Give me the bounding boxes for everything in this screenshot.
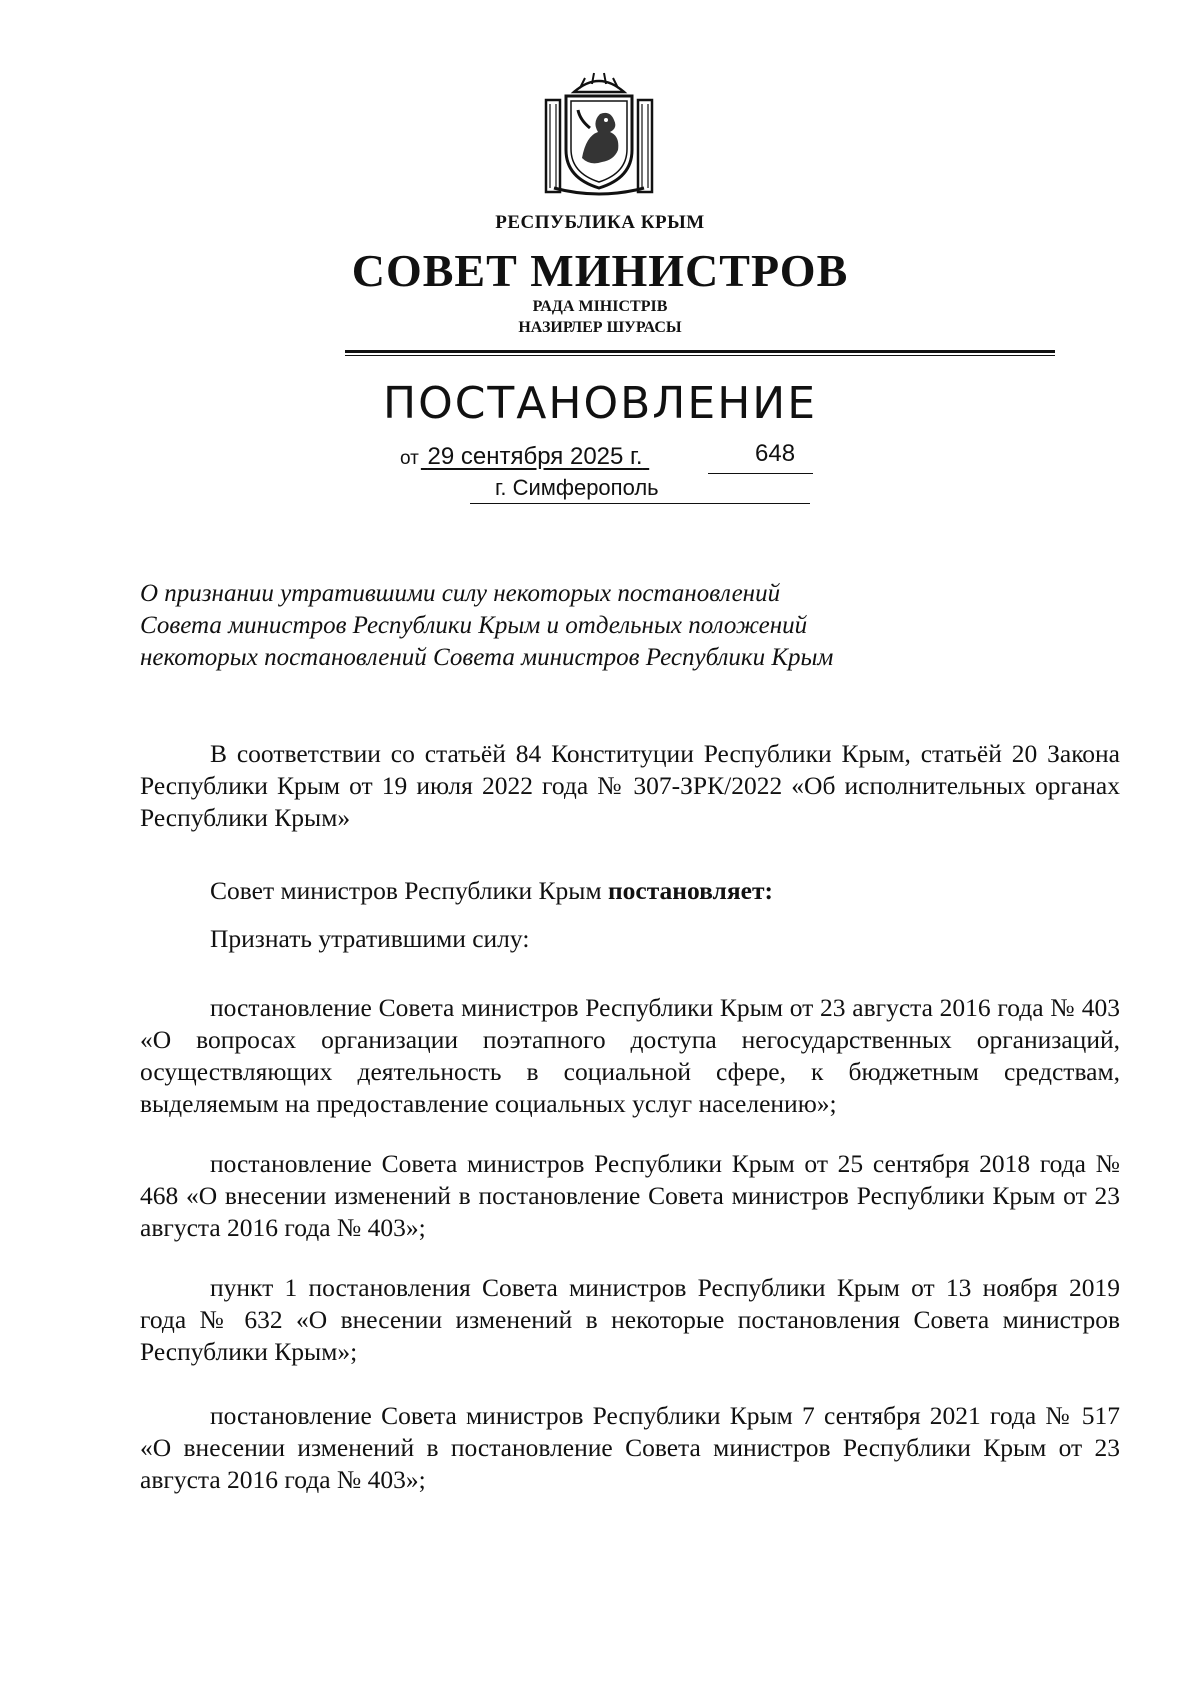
republic-name: РЕСПУБЛИКА КРЫМ — [495, 212, 705, 233]
council-title-crimean-tatar: НАЗИРЛЕР ШУРАСЫ — [518, 319, 682, 336]
document-number: 648 — [755, 440, 796, 467]
document-subject — [140, 578, 940, 674]
document-city: г. Симферополь — [495, 475, 659, 500]
repealed-item: постановление Совета министров Республики Крым от 25 сентября 2018 года № 468 «О внесении изменений в постановление Совета министров Республики Крым от 23 августа 2016 года № 403»; — [140, 1149, 1120, 1242]
recognize-paragraph: Признать утратившими силу: — [210, 924, 530, 953]
date-prefix: от — [400, 448, 419, 469]
council-title: СОВЕТ МИНИСТРОВ — [351, 245, 849, 296]
resolves-bold: постановляет: — [607, 876, 773, 905]
repealed-item: постановление Совета министров Республики Крым от 23 августа 2016 года № 403 «О вопросах организации поэтапного доступа негосударственных организаций, осуществляющих деятельность в социальной сфере, к бюджетным средствам, выделяемым на предоставление социальных услуг населению»; — [140, 993, 1120, 1118]
document-date-line — [400, 443, 649, 471]
header-divider-thick — [345, 350, 1055, 353]
resolves-text: Совет министров Республики Крым — [210, 876, 608, 905]
council-subtitles — [0, 296, 1200, 338]
preamble-paragraph: В соответствии со статьёй 84 Конституции Республики Крым, статьёй 20 Закона Республики Крым от 19 июля 2022 года № 307-ЗРК/2022 «Об исполнительных органах Республики Крым» — [140, 739, 1120, 832]
city-underline — [470, 503, 810, 504]
repealed-item: пункт 1 постановления Совета министров Республики Крым от 13 ноября 2019 года № 632 «О внесении изменений в некоторые постановления Совета министров Республики Крым»; — [140, 1273, 1120, 1366]
header-divider-thin — [345, 355, 1055, 356]
crimea-coat-of-arms-icon — [540, 70, 658, 198]
document-date: 29 сентября 2025 г. — [427, 443, 643, 470]
document-type: ПОСТАНОВЛЕНИЕ — [382, 378, 817, 429]
number-underline — [708, 473, 813, 474]
repealed-item: постановление Совета министров Республики Крым 7 сентября 2021 года № 517 «О внесении изменений в постановление Совета министров Республики Крым от 23 августа 2016 года № 403»; — [140, 1401, 1120, 1494]
council-title-ukrainian: РАДА МІНІСТРІВ — [532, 298, 668, 315]
subject-line: Совета министров Республики Крым и отдельных положений — [140, 612, 808, 639]
resolves-paragraph — [140, 875, 1120, 907]
subject-line: некоторых постановлений Совета министров Республики Крым — [140, 644, 834, 671]
subject-line: О признании утратившими силу некоторых постановлений — [140, 580, 781, 607]
